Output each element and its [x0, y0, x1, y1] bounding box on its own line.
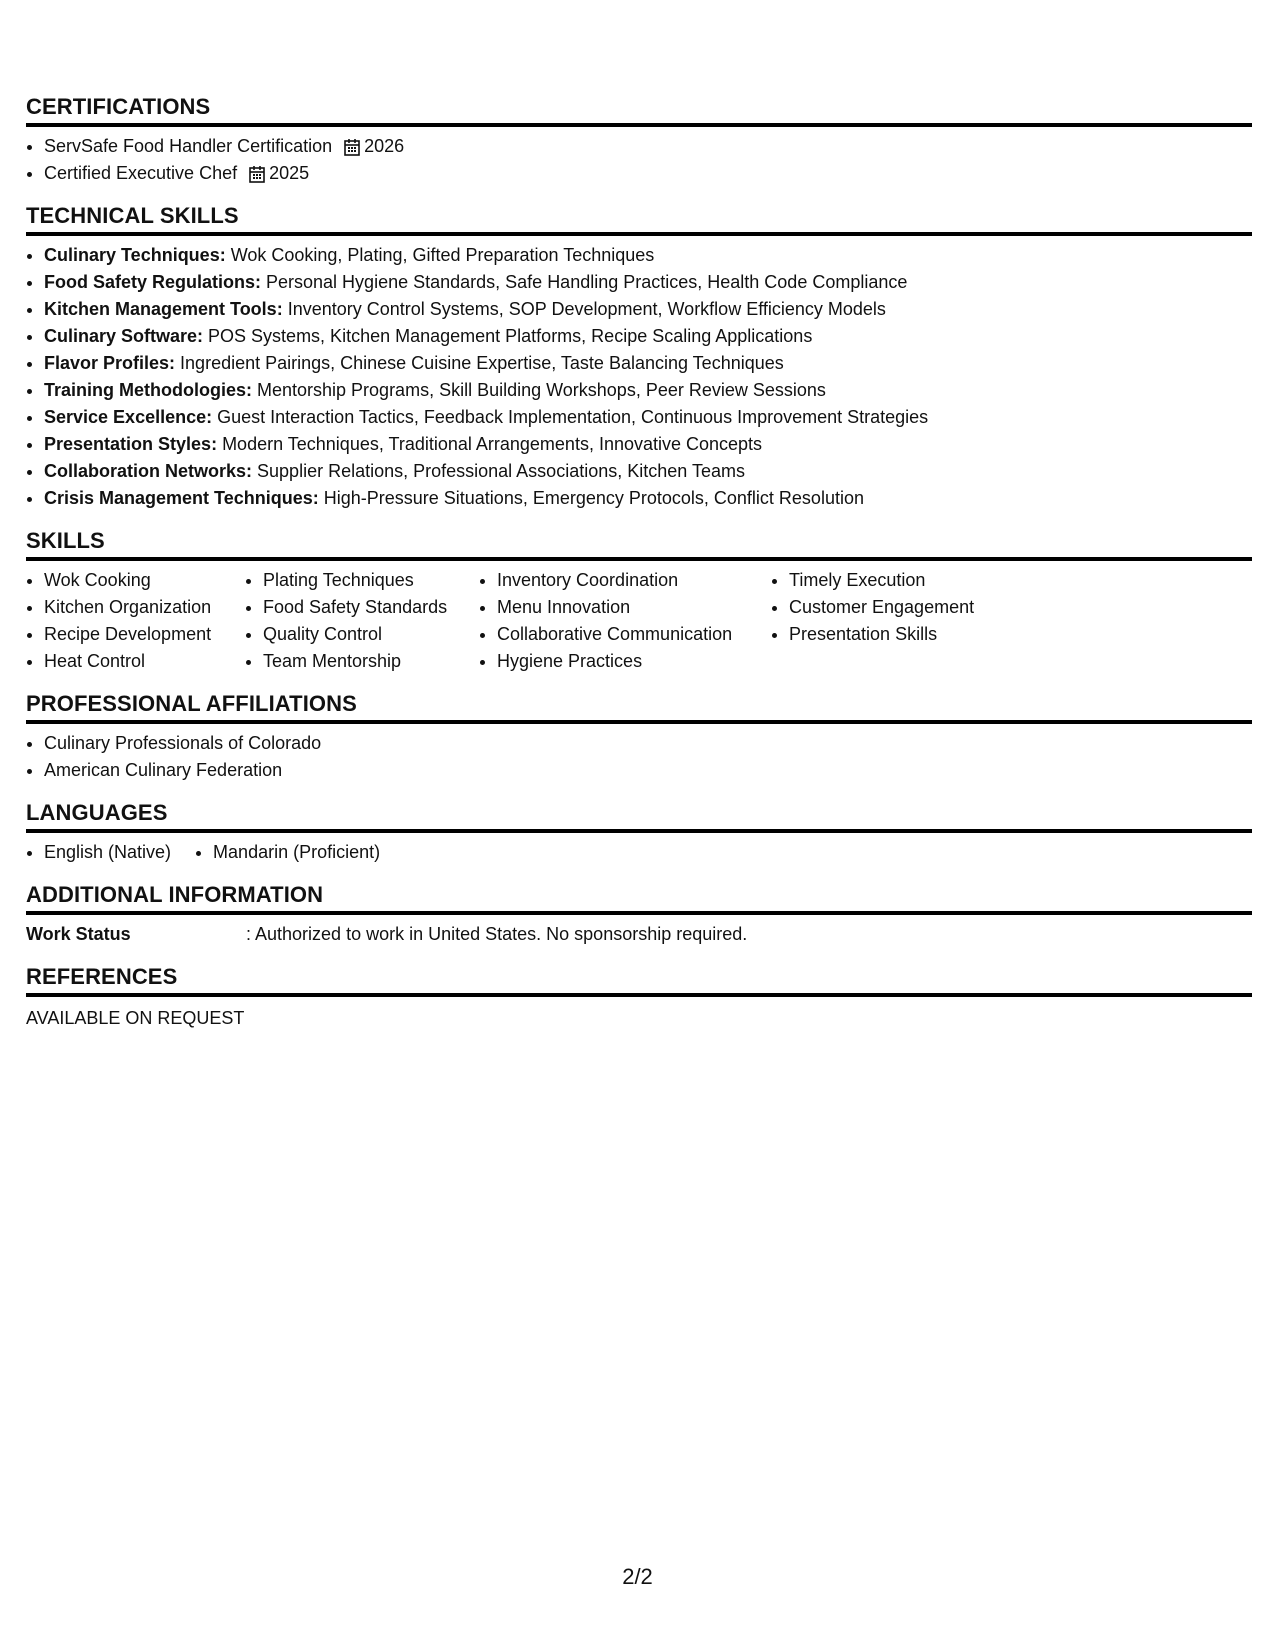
section-title-skills: SKILLS — [26, 528, 1252, 561]
skill-item: • Team Mentorship — [263, 648, 479, 675]
skill-item: • Wok Cooking — [44, 567, 245, 594]
skills-column — [245, 567, 479, 675]
technical-skill-item — [44, 242, 1252, 269]
calendar-icon — [344, 138, 360, 156]
page-number: 2/2 — [622, 1564, 653, 1589]
certification-name: ServSafe Food Handler Certification — [44, 136, 333, 156]
skill-item: • Hygiene Practices — [497, 648, 771, 675]
skill-item: • Collaborative Communication — [497, 621, 771, 648]
affiliations-list — [26, 730, 1252, 784]
references-text: AVAILABLE ON REQUEST — [26, 1008, 245, 1028]
skill-item: • Kitchen Organization — [44, 594, 245, 621]
technical-skills-section — [26, 203, 1252, 512]
technical-skill-label: Presentation Styles: — [44, 434, 218, 454]
section-title-technical-skills: TECHNICAL SKILLS — [26, 203, 1252, 236]
technical-skill-item — [44, 431, 1252, 458]
technical-skill-value: Mentorship Programs, Skill Building Workshops, Peer Review Sessions — [252, 380, 826, 400]
skill-item: • Customer Engagement — [789, 594, 1039, 621]
skill-item: • Quality Control — [263, 621, 479, 648]
technical-skill-value: High-Pressure Situations, Emergency Protocols, Conflict Resolution — [318, 488, 864, 508]
additional-info-section — [26, 882, 1252, 948]
languages-section — [26, 800, 1252, 866]
skill-item: • Menu Innovation — [497, 594, 771, 621]
certification-year: 2026 — [364, 136, 405, 156]
certifications-section — [26, 94, 1252, 187]
technical-skill-value: Inventory Control Systems, SOP Development, Workflow Efficiency Models — [282, 299, 886, 319]
technical-skill-item — [44, 323, 1252, 350]
skill-item: • Plating Techniques — [263, 567, 479, 594]
affiliation-item: • Culinary Professionals of Colorado — [44, 730, 1252, 757]
technical-skills-list — [26, 242, 1252, 512]
technical-skill-label: Kitchen Management Tools: — [44, 299, 283, 319]
language-list — [26, 839, 171, 866]
work-status-label: Work Status — [26, 924, 131, 944]
language-list — [195, 839, 380, 866]
technical-skill-item — [44, 296, 1252, 323]
technical-skill-label: Culinary Software: — [44, 326, 204, 346]
language-item: • English (Native) — [44, 839, 171, 866]
skill-item: • Recipe Development — [44, 621, 245, 648]
skills-section — [26, 528, 1252, 675]
technical-skill-item — [44, 350, 1252, 377]
skill-item: • Heat Control — [44, 648, 245, 675]
technical-skill-value: Personal Hygiene Standards, Safe Handling Practices, Health Code Compliance — [261, 272, 908, 292]
technical-skill-item — [44, 458, 1252, 485]
certifications-list — [26, 133, 1252, 187]
resume-page — [26, 94, 1252, 1032]
skill-item: • Food Safety Standards — [263, 594, 479, 621]
technical-skill-label: Training Methodologies: — [44, 380, 252, 400]
technical-skill-value: POS Systems, Kitchen Management Platforms, Recipe Scaling Applications — [203, 326, 813, 346]
certification-item — [44, 160, 1252, 187]
technical-skill-item — [44, 377, 1252, 404]
certification-name: Certified Executive Chef — [44, 163, 238, 183]
section-title-certifications: CERTIFICATIONS — [26, 94, 1252, 127]
certification-year: 2025 — [269, 163, 310, 183]
skill-item: • Presentation Skills — [789, 621, 1039, 648]
section-title-additional-info: ADDITIONAL INFORMATION — [26, 882, 1252, 915]
calendar-icon — [249, 165, 265, 183]
language-item: • Mandarin (Proficient) — [213, 839, 380, 866]
technical-skill-label: Food Safety Regulations: — [44, 272, 262, 292]
technical-skill-label: Flavor Profiles: — [44, 353, 176, 373]
technical-skill-label: Service Excellence: — [44, 407, 213, 427]
section-title-references: REFERENCES — [26, 964, 1252, 997]
technical-skill-item — [44, 269, 1252, 296]
languages-row — [26, 839, 1252, 866]
section-title-languages: LANGUAGES — [26, 800, 1252, 833]
technical-skill-label: Culinary Techniques: — [44, 245, 226, 265]
skill-item: • Inventory Coordination — [497, 567, 771, 594]
section-title-affiliations: PROFESSIONAL AFFILIATIONS — [26, 691, 1252, 724]
affiliations-section — [26, 691, 1252, 784]
skills-grid — [26, 567, 1252, 675]
technical-skill-value: Wok Cooking, Plating, Gifted Preparation Techniques — [225, 245, 655, 265]
technical-skill-item — [44, 404, 1252, 431]
affiliation-item: • American Culinary Federation — [44, 757, 1252, 784]
work-status-value: : Authorized to work in United States. No sponsorship required. — [246, 924, 748, 944]
skills-column — [771, 567, 1039, 675]
technical-skill-label: Crisis Management Techniques: — [44, 488, 319, 508]
technical-skill-value: Supplier Relations, Professional Associations, Kitchen Teams — [252, 461, 745, 481]
technical-skill-label: Collaboration Networks: — [44, 461, 253, 481]
certification-item — [44, 133, 1252, 160]
references-section — [26, 964, 1252, 1032]
skills-column — [479, 567, 771, 675]
skill-item: • Timely Execution — [789, 567, 1039, 594]
technical-skill-item — [44, 485, 1252, 512]
work-status-row — [26, 921, 1252, 948]
skills-column — [26, 567, 245, 675]
technical-skill-value: Modern Techniques, Traditional Arrangements, Innovative Concepts — [217, 434, 763, 454]
technical-skill-value: Ingredient Pairings, Chinese Cuisine Expertise, Taste Balancing Techniques — [175, 353, 784, 373]
technical-skill-value: Guest Interaction Tactics, Feedback Implementation, Continuous Improvement Strategies — [212, 407, 929, 427]
